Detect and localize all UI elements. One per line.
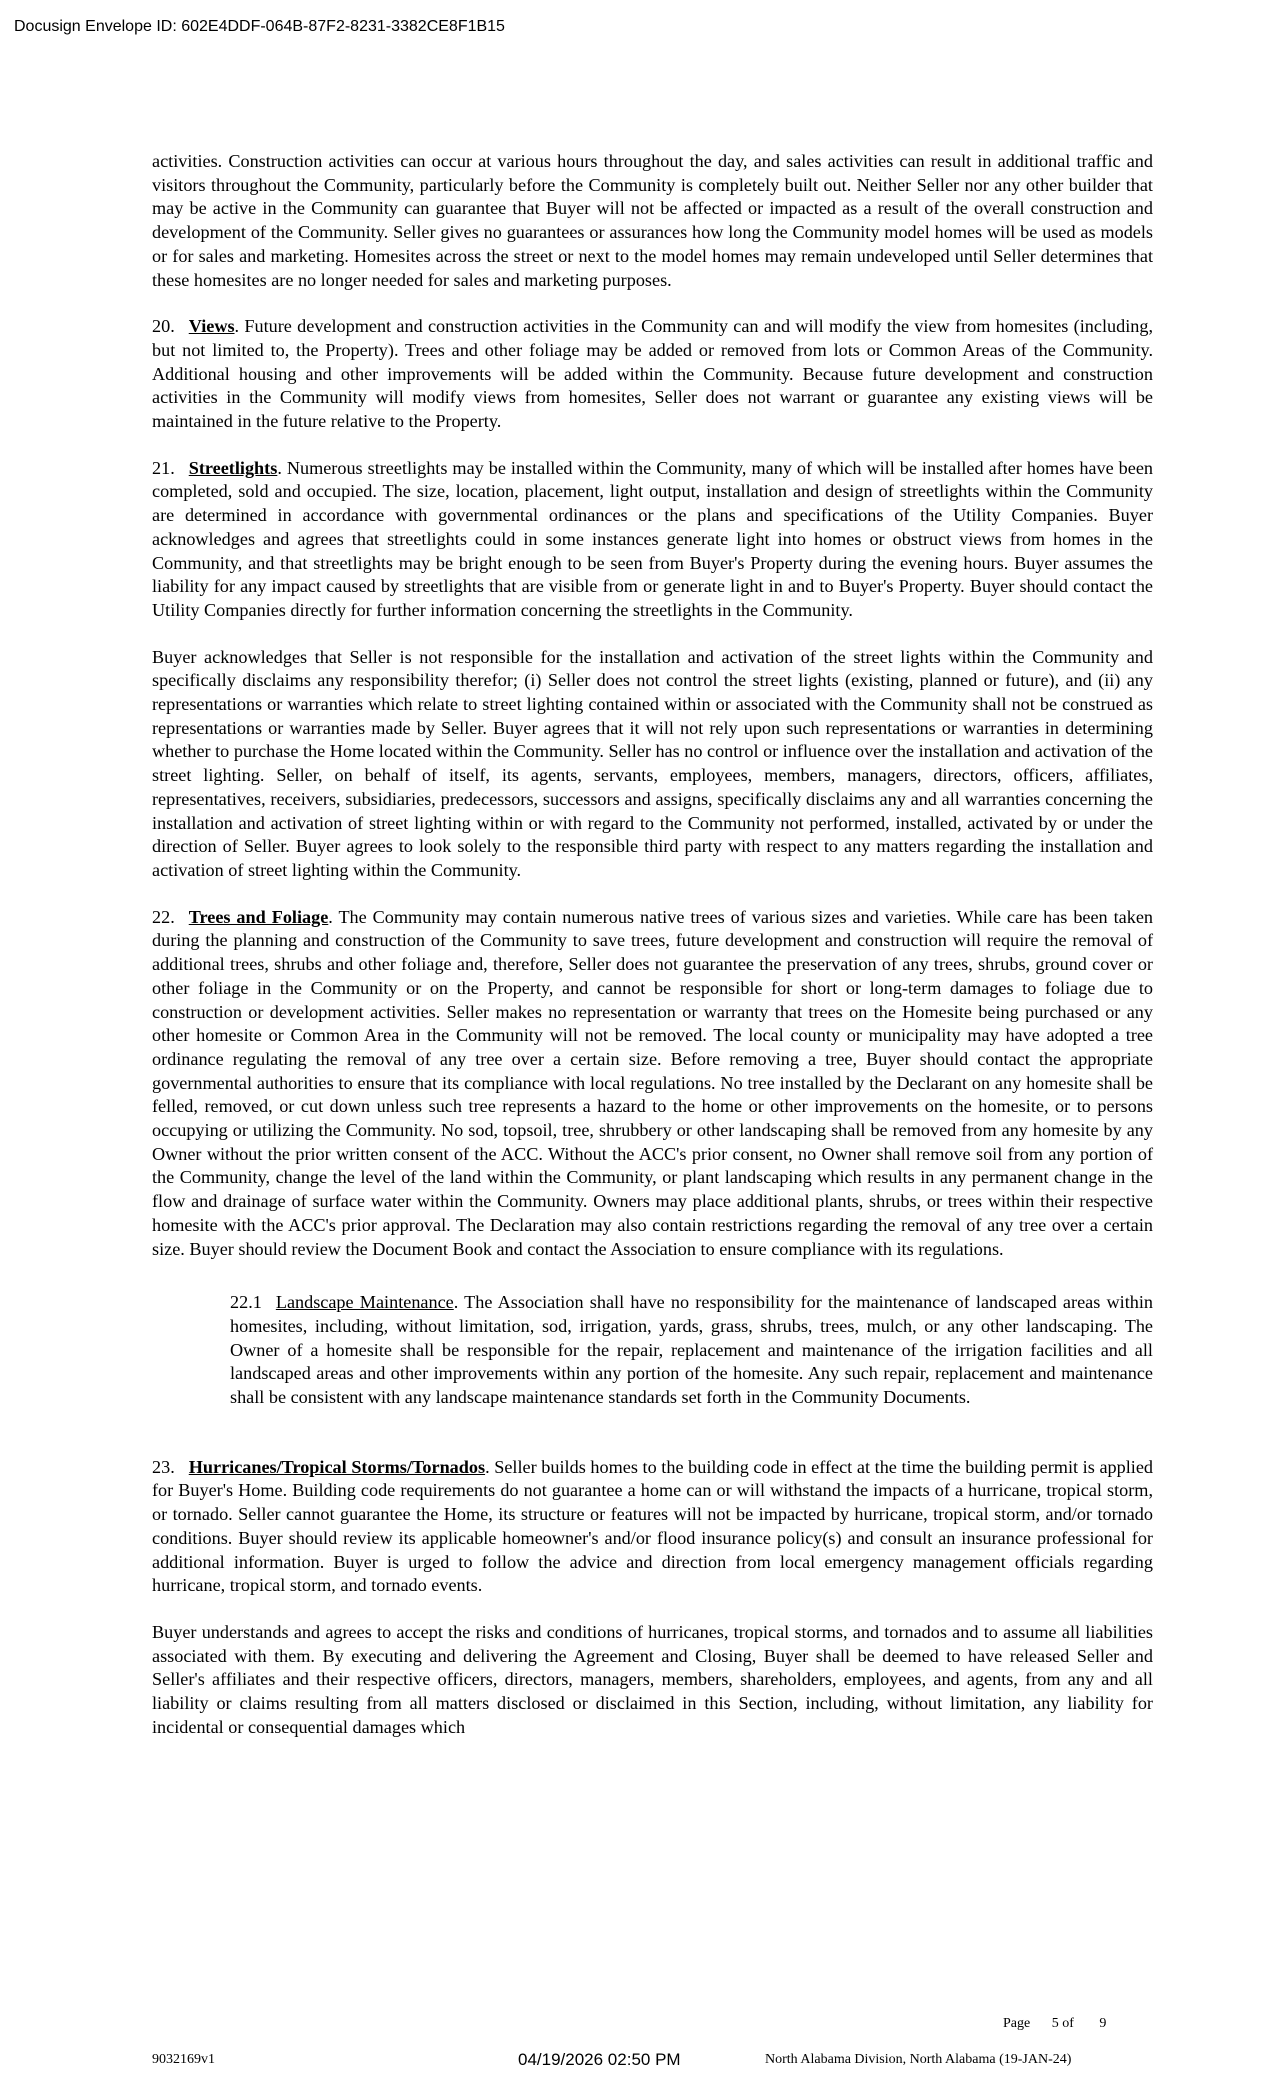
- division-label: North Alabama Division, North Alabama (19-JAN-24): [765, 2052, 1072, 2067]
- section-heading: Streetlights: [188, 457, 278, 478]
- of-label: of: [1062, 2016, 1074, 2031]
- section-number: 22.: [152, 906, 175, 927]
- section-heading: Hurricanes/Tropical Storms/Tornados: [188, 1456, 486, 1477]
- paragraph-streetlights-disclaimer: [152, 646, 1153, 883]
- section-heading: Landscape Maintenance: [275, 1292, 454, 1313]
- paragraph-hurricane-risks: [152, 1621, 1153, 1740]
- paragraph-text: Buyer understands and agrees to accept the risks and conditions of hurricanes, tropical storms, and tornados and to assume all liabilities associated with them. By executing and delivering the Agreement and Closing, Buyer shall be deemed to have released Seller and Seller's affiliates and their respective officers, directors, managers, members, shareholders, employees, and agents, from any and all liability or claims resulting from all matters disclosed or disclaimed in this Section, including, without limitation, any liability for incidental or consequential damages which: [152, 1621, 1153, 1737]
- section-text: . The Association shall have no responsibility for the maintenance of landscaped areas within homesites, including, without limitation, sod, irrigation, yards, grass, shrubs, trees, mulch, or any other landscaping. The Owner of a homesite shall be responsible for the repair, replacement and maintenance of the irrigation facilities and all landscaped areas and other improvements within any portion of the homesite. Any such repair, replacement and maintenance shall be consistent with any landscape maintenance standards set forth in the Community Documents.: [230, 1292, 1153, 1408]
- section-number: 20.: [152, 316, 175, 337]
- paragraph-text: activities. Construction activities can occur at various hours throughout the day, and sales activities can result in additional traffic and visitors throughout the Community, particularly before the Community is completely built out. Neither Seller nor any other builder that may be active in the Community can guarantee that Buyer will not be affected or impacted as a result of the overall construction and development of the Community. Seller gives no guarantees or assurances how long the Community model homes will be used as models or for sales and marketing. Homesites across the street or next to the model homes may remain undeveloped until Seller determines that these homesites are no longer needed for sales and marketing purposes.: [152, 151, 1153, 290]
- signing-timestamp: 04/19/2026 02:50 PM: [518, 2050, 681, 2069]
- section-22-1-landscape-maintenance: [230, 1291, 1153, 1410]
- section-text: . The Community may contain numerous native trees of various sizes and varieties. While care has been taken during the planning and construction of the Community to save trees, future development and construction will require the removal of additional trees, shrubs and other foliage and, therefore, Seller does not guarantee the preservation of any trees, shrubs, ground cover or other foliage in the Community or on the Property, and cannot be responsible for short or long-term damages to foliage due to construction or development activities. Seller makes no representation or warranty that trees on the Homesite being purchased or any other homesite or Common Area in the Community will not be removed. The local county or municipality may have adopted a tree ordinance regulating the removal of any tree over a certain size. Before removing a tree, Buyer should contact the appropriate governmental authorities to ensure that its compliance with local regulations. No tree installed by the Declarant on any homesite shall be felled, removed, or cut down unless such tree represents a hazard to the home or other improvements on the homesite, or to persons occupying or utilizing the Community. No sod, topsoil, tree, shrubbery or other landscaping shall be removed from any homesite by any Owner without the prior written consent of the ACC. Without the ACC's prior consent, no Owner shall remove soil from any portion of the Community, change the level of the land within the Community, or plant landscaping which results in any permanent change in the flow and drainage of surface water within the Community. Owners may place additional plants, shrubs, or trees within their respective homesite with the ACC's prior approval. The Declaration may also contain restrictions regarding the removal of any tree over a certain size. Buyer should review the Document Book and contact the Association to ensure compliance with its regulations.: [152, 906, 1153, 1259]
- section-21-streetlights: [152, 457, 1153, 623]
- docusign-envelope-id: Docusign Envelope ID: 602E4DDF-064B-87F2-8231-3382CE8F1B15: [14, 18, 505, 35]
- document-body: [152, 150, 1153, 1762]
- page-indicator: [1003, 2016, 1106, 2032]
- section-text: . Numerous streetlights may be installed within the Community, many of which will be installed after homes have been completed, sold and occupied. The size, location, placement, light output, installation and design of streetlights within the Community are determined in accordance with governmental ordinances or the plans and specifications of the Utility Companies. Buyer acknowledges and agrees that streetlights could in some instances generate light into homes or obstruct views from homes in the Community, and that streetlights may be bright enough to be seen from Buyer's Property during the evening hours. Buyer assumes the liability for any impact caused by streetlights that are visible from or generate light in and to Buyer's Property. Buyer should contact the Utility Companies directly for further information concerning the streetlights in the Community.: [152, 457, 1153, 620]
- section-23-hurricanes: [152, 1456, 1153, 1598]
- section-number: 21.: [152, 457, 175, 478]
- section-text: . Seller builds homes to the building code in effect at the time the building permit is applied for Buyer's Home. Building code requirements do not guarantee a home can or will withstand the impacts of a hurricane, tropical storm, or tornado. Seller cannot guarantee the Home, its structure or features will not be impacted by hurricane, tropical storm, and/or tornado conditions. Buyer should review its applicable homeowner's and/or flood insurance policy(s) and consult an insurance professional for additional information. Buyer is urged to follow the advice and direction from local emergency management officials regarding hurricane, tropical storm, and tornado events.: [152, 1456, 1153, 1596]
- section-number: 23.: [152, 1456, 175, 1477]
- section-heading: Views: [188, 316, 235, 337]
- total-pages: 9: [1099, 2016, 1107, 2031]
- section-number: 22.1: [230, 1292, 262, 1313]
- section-22-trees-and-foliage: [152, 906, 1153, 1262]
- section-text: . Future development and construction activities in the Community can and will modify the view from homesites (including, but not limited to, the Property). Trees and other foliage may be added or removed from lots or Common Areas of the Community. Additional housing and other improvements will be added within the Community. Because future development and construction activities in the Community will modify views from homesites, Seller does not warrant or guarantee any existing views will be maintained in the future relative to the Property.: [152, 316, 1153, 432]
- page-number: 5: [1051, 2016, 1059, 2031]
- section-heading: Trees and Foliage: [188, 906, 329, 927]
- document-id: 9032169v1: [152, 2052, 215, 2067]
- paragraph-construction-continued: [152, 150, 1153, 292]
- paragraph-text: Buyer acknowledges that Seller is not responsible for the installation and activation of the street lights within the Community and specifically disclaims any responsibility therefor; (i) Seller does not control the street lights (existing, planned or future), and (ii) any representations or warranties which relate to street lighting contained within or associated with the Community shall not be construed as representations or warranties made by Seller. Buyer agrees that it will not rely upon such representations or warranties in determining whether to purchase the Home located within the Community. Seller has no control or influence over the installation and activation of the street lighting. Seller, on behalf of itself, its agents, servants, employees, members, managers, directors, officers, affiliates, representatives, receivers, subsidiaries, predecessors, successors and assigns, specifically disclaims any and all warranties concerning the installation and activation of street lighting within or with regard to the Community not performed, installed, activated by or under the direction of Seller. Buyer agrees to look solely to the responsible third party with respect to any matters regarding the installation and activation of street lighting within the Community.: [152, 646, 1153, 880]
- page-label: Page: [1003, 2016, 1031, 2031]
- section-20-views: [152, 315, 1153, 434]
